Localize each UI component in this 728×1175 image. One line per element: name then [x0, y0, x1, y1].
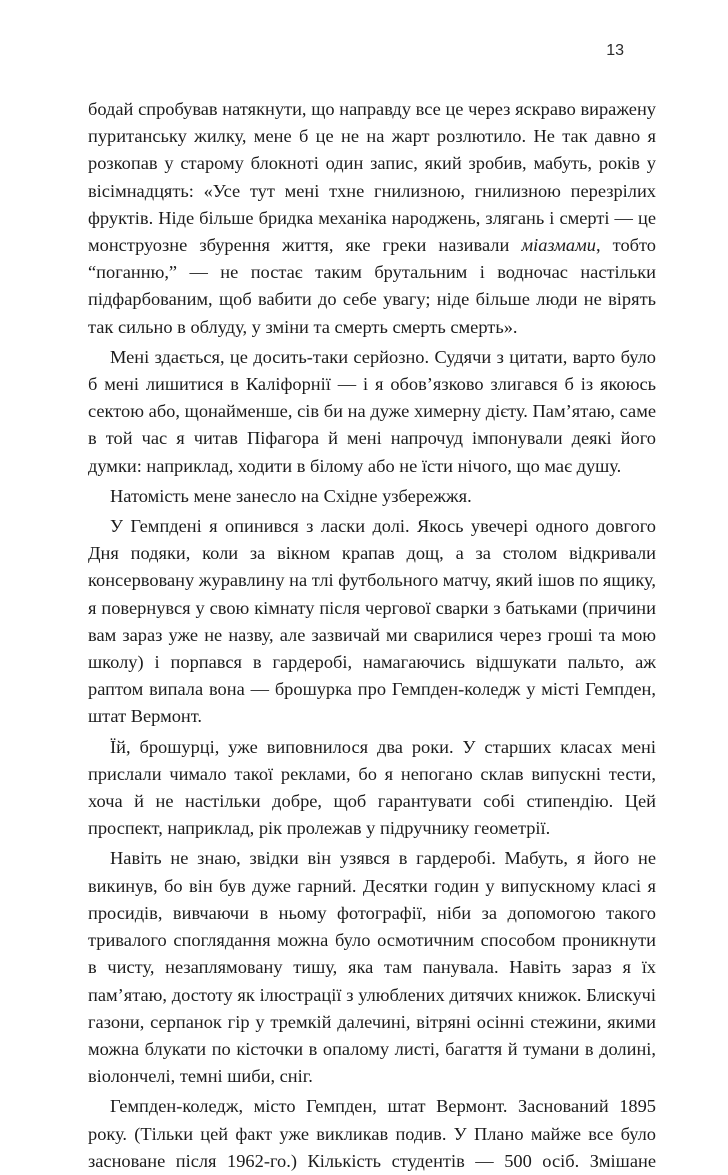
paragraph-3: Натомість мене занесло на Східне узбережжя. [110, 485, 472, 506]
page-number: 13 [606, 42, 624, 59]
paragraph-7: Гемпден-коледж, місто Гемпден, штат Вермонт. Заснований 1895 року. (Тільки цей факт уже викликав подив. У Плано майже все було засноване після 1962-го.) Кількість студентів — 500 осіб. Змішане [88, 1096, 656, 1171]
body-text [88, 96, 656, 1175]
paragraph-1-part-1: бодай спробував натякнути, що направду все це через яскраво виражену пуританську жилку, мене б це не на жарт розлютило. Не так давно я розкопав у старому блокноті один запис, який зробив, мабуть, років у вісімнадцять: «Усе тут мені тхне гнилизною, гнилизною перезрілих фруктів. Ніде більше бридка механіка народжень, злягань і смерті — це монструозне збурення життя, яке греки називали [88, 99, 656, 256]
paragraph-1-emphasis: міазмами [521, 235, 596, 256]
paragraph-4: У Гемпдені я опинився з ласки долі. Якось увечері одного довгого Дня подяки, коли за вікном крапав дощ, а за столом відкривали консервовану журавлину на тлі футбольного матчу, який ішов по ящику, я повернувся у свою кімнату після чергової сварки з батьками (причини вам зараз уже не назву, але зазвичай ми сварилися через гроші та мою школу) і порпався в гардеробі, намагаючись відшукати пальто, аж раптом випала вона — брошурка про Гемпден-коледж у місті Гемпден, штат Вермонт. [88, 516, 656, 727]
paragraph-1 [88, 96, 656, 341]
paragraph-5: Їй, брошурці, уже виповнилося два роки. У старших класах мені прислали чимало такої реклами, бо я непогано склав випускні тести, хоча й не настільки добре, щоб гарантувати собі стипендію. Цей проспект, наприклад, рік пролежав у підручнику геометрії. [88, 736, 656, 839]
paragraph-6: Навіть не знаю, звідки він узявся в гардеробі. Мабуть, я його не викинув, бо він був дуже гарний. Десятки годин у випускному класі я просидів, вивчаючи в ньому фотографії, ніби за допомогою такого тривалого споглядання можна було осмотичним способом проникнути в чисту, незаплямовану тишу, яка там панувала. Навіть зараз я їх пам’ятаю, достоту як ілюстрації з улюблених дитячих книжок. Блискучі газони, серпанок гір у тремкій далечині, вітряні осінні стежини, якими можна блукати по кісточки в опалому листі, багаття й тумани в долині, віолончелі, темні шиби, сніг. [88, 848, 656, 1087]
paragraph-2: Мені здається, це досить-таки серйозно. Судячи з цитати, варто було б мені лишитися в Каліфорнії — і я обов’язково злигався б із якоюсь сектою або, щонайменше, сів би на дуже химерну дієту. Пам’ятаю, саме в той час я читав Піфагора й мені напрочуд імпонували деякі його думки: наприклад, ходити в білому або не їсти нічого, що має душу. [88, 346, 656, 476]
paragraph-1-part-2: , тобто “поганню,” — не постає таким брутальним і водночас настільки підфарбованим, щоб вабити до себе увагу; ніде більше люди не вірять так сильно в облуду, у зміни та смерть смерть смерть». [88, 235, 656, 337]
